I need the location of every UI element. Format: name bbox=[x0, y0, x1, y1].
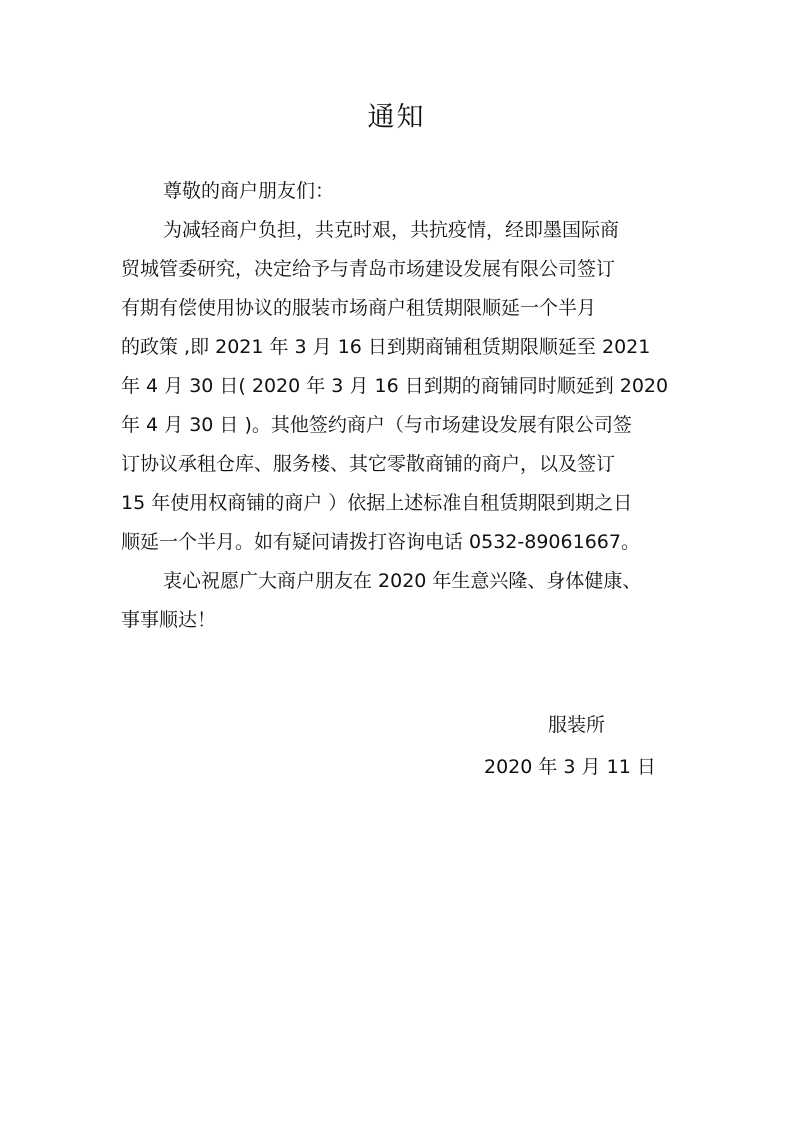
paragraph-1-line: 年 4 月 30 日( 2020 年 3 月 16 日到期的商铺同时顺延到 2020 bbox=[121, 375, 669, 397]
signature-date: 2020 年 3 月 11 日 bbox=[484, 756, 656, 778]
paragraph-1-line: 贸城管委研究，决定给予与青岛市场建设发展有限公司签订 bbox=[121, 258, 616, 280]
notice-body bbox=[121, 172, 677, 640]
paragraph-1-line: 的政策 ,即 2021 年 3 月 16 日到期商铺租赁期限顺延至 2021 bbox=[121, 336, 651, 358]
paragraph-2-line: 衷心祝愿广大商户朋友在 2020 年生意兴隆、身体健康、 bbox=[163, 570, 642, 592]
paragraph-1-line: 订协议承租仓库、服务楼、其它零散商铺的商户，以及签订 bbox=[121, 453, 616, 475]
signature: 服装所 bbox=[548, 714, 606, 736]
paragraph-1-line: 顺延一个半月。如有疑问请拨打咨询电话 0532-89061667。 bbox=[121, 531, 640, 553]
notice-title: 通知 bbox=[367, 102, 426, 133]
paragraph-1-line: 15 年使用权商铺的商户 ）依据上述标准自租赁期限到期之日 bbox=[121, 492, 633, 514]
paragraph-2-line: 事事顺达！ bbox=[121, 609, 217, 631]
paragraph-1-line: 年 4 月 30 日 )。其他签约商户（与市场建设发展有限公司签 bbox=[121, 414, 632, 436]
paragraph-1-line: 为减轻商户负担，共克时艰，共抗疫情，经即墨国际商 bbox=[163, 219, 620, 241]
paragraph-1-line: 有期有偿使用协议的服装市场商户租赁期限顺延一个半月 bbox=[121, 297, 597, 319]
salutation: 尊敬的商户朋友们： bbox=[163, 180, 335, 202]
